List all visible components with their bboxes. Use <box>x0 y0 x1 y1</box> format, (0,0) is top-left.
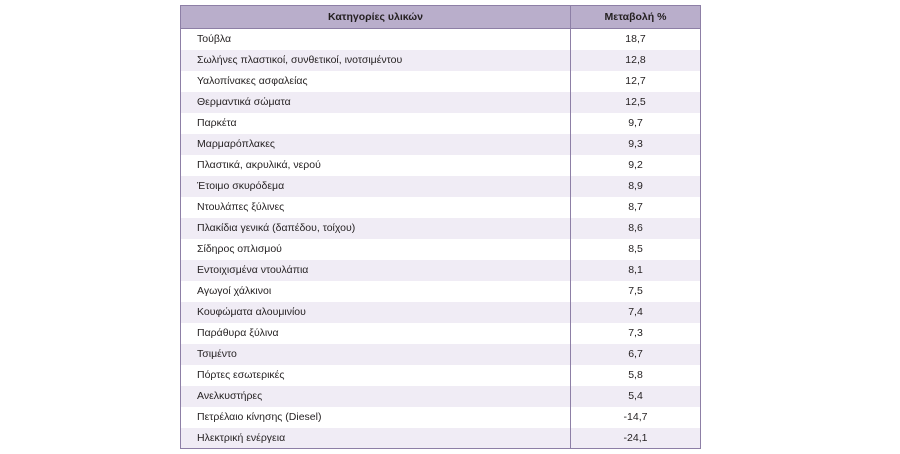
cell-category: Σίδηρος οπλισμού <box>181 239 571 260</box>
table-row <box>181 134 701 155</box>
cell-category: Τούβλα <box>181 29 571 50</box>
cell-change: 9,2 <box>571 155 701 176</box>
table-row <box>181 92 701 113</box>
cell-category: Θερμαντικά σώματα <box>181 92 571 113</box>
cell-category: Παρκέτα <box>181 113 571 134</box>
cell-change: 5,4 <box>571 386 701 407</box>
materials-change-table <box>180 5 701 449</box>
table-row <box>181 344 701 365</box>
cell-change: 8,9 <box>571 176 701 197</box>
cell-category: Αγωγοί χάλκινοι <box>181 281 571 302</box>
cell-change: 8,5 <box>571 239 701 260</box>
column-header-category: Κατηγορίες υλικών <box>181 6 571 29</box>
cell-category: Σωλήνες πλαστικοί, συνθετικοί, ινοτσιμέντου <box>181 50 571 71</box>
cell-category: Έτοιμο σκυρόδεμα <box>181 176 571 197</box>
cell-change: 7,5 <box>571 281 701 302</box>
cell-change: 8,7 <box>571 197 701 218</box>
table-row <box>181 71 701 92</box>
cell-category: Ντουλάπες ξύλινες <box>181 197 571 218</box>
cell-change: 8,6 <box>571 218 701 239</box>
cell-change: 12,8 <box>571 50 701 71</box>
table-row <box>181 155 701 176</box>
cell-change: 12,7 <box>571 71 701 92</box>
table-row <box>181 365 701 386</box>
table-row <box>181 407 701 428</box>
cell-category: Ανελκυστήρες <box>181 386 571 407</box>
cell-category: Πετρέλαιο κίνησης (Diesel) <box>181 407 571 428</box>
cell-change: 9,3 <box>571 134 701 155</box>
column-header-change: Μεταβολή % <box>571 6 701 29</box>
cell-category: Πλαστικά, ακρυλικά, νερού <box>181 155 571 176</box>
cell-change: -14,7 <box>571 407 701 428</box>
table-row <box>181 281 701 302</box>
table-row <box>181 176 701 197</box>
cell-change: 18,7 <box>571 29 701 50</box>
cell-change: 5,8 <box>571 365 701 386</box>
cell-change: 6,7 <box>571 344 701 365</box>
table-row <box>181 29 701 50</box>
cell-change: 8,1 <box>571 260 701 281</box>
cell-change: 7,4 <box>571 302 701 323</box>
table-row <box>181 218 701 239</box>
cell-category: Υαλοπίνακες ασφαλείας <box>181 71 571 92</box>
table-body <box>181 29 701 449</box>
cell-category: Πόρτες εσωτερικές <box>181 365 571 386</box>
cell-category: Πλακίδια γενικά (δαπέδου, τοίχου) <box>181 218 571 239</box>
cell-category: Εντοιχισμένα ντουλάπια <box>181 260 571 281</box>
cell-category: Κουφώματα αλουμινίου <box>181 302 571 323</box>
table-row <box>181 302 701 323</box>
table-row <box>181 197 701 218</box>
table-header-row <box>181 6 701 29</box>
materials-change-table-container <box>180 5 700 449</box>
cell-change: -24,1 <box>571 428 701 449</box>
table-row <box>181 428 701 449</box>
table-row <box>181 260 701 281</box>
cell-change: 12,5 <box>571 92 701 113</box>
table-row <box>181 386 701 407</box>
cell-category: Παράθυρα ξύλινα <box>181 323 571 344</box>
table-row <box>181 239 701 260</box>
table-row <box>181 50 701 71</box>
cell-category: Μαρμαρόπλακες <box>181 134 571 155</box>
cell-category: Τσιμέντο <box>181 344 571 365</box>
cell-change: 9,7 <box>571 113 701 134</box>
table-row <box>181 113 701 134</box>
cell-category: Ηλεκτρική ενέργεια <box>181 428 571 449</box>
table-row <box>181 323 701 344</box>
cell-change: 7,3 <box>571 323 701 344</box>
table-header <box>181 6 701 29</box>
